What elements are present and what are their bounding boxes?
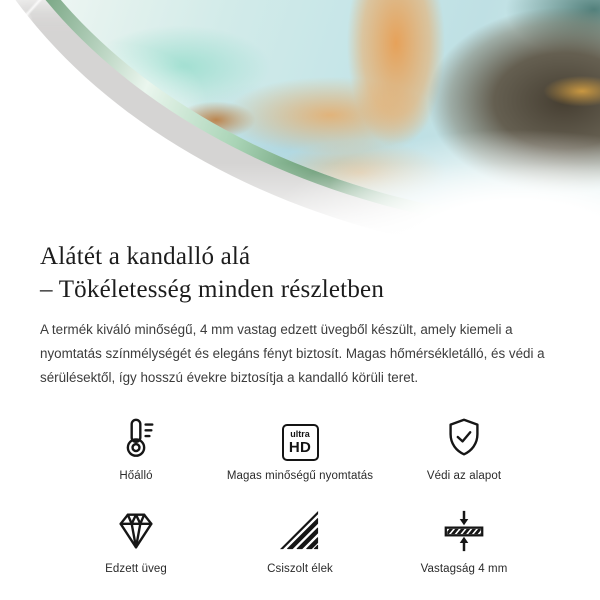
feature-label: Csiszolt élek: [267, 563, 333, 576]
feature-heat-resistant: [54, 415, 218, 482]
diamond-icon: [54, 508, 218, 554]
feature-protects-base: [382, 415, 546, 482]
uhd-badge-top: ultra: [290, 429, 310, 440]
feature-print-quality: [218, 415, 382, 482]
content-block: [0, 241, 600, 575]
ultra-hd-icon: [218, 415, 382, 461]
product-description: A termék kiváló minőségű, 4 mm vastag edzett üvegből készült, amely kiemeli a nyomtatás színmélységét és elegáns fényt biztosít. Magas hőmérsékletálló, és védi a sérülésektől, így hosszú évekre biztosítja a kandalló körüli teret.: [40, 322, 545, 386]
image-white-fade: [0, 0, 600, 240]
feature-tempered-glass: [54, 508, 218, 575]
feature-label: Magas minőségű nyomtatás: [226, 470, 374, 483]
polished-edge-icon: [218, 508, 382, 554]
feature-label: Vastagság 4 mm: [420, 563, 508, 576]
features-grid: [54, 415, 546, 575]
thickness-icon: [382, 508, 546, 554]
feature-label: Védi az alapot: [426, 470, 502, 483]
feature-polished-edges: [218, 508, 382, 575]
feature-label: Hőálló: [119, 470, 153, 483]
sparkle-glint-icon: [0, 0, 42, 42]
title-line-1: Alátét a kandalló alá: [40, 243, 251, 270]
uhd-badge-bottom: HD: [288, 439, 312, 457]
title-line-2: – Tökéletesség minden részletben: [40, 275, 385, 303]
shield-check-icon: [382, 415, 546, 461]
feature-thickness: [382, 508, 546, 575]
thermometer-icon: [54, 415, 218, 461]
page-title: [40, 241, 560, 306]
hero-product-image: [0, 0, 600, 240]
feature-label: Edzett üveg: [105, 563, 167, 576]
